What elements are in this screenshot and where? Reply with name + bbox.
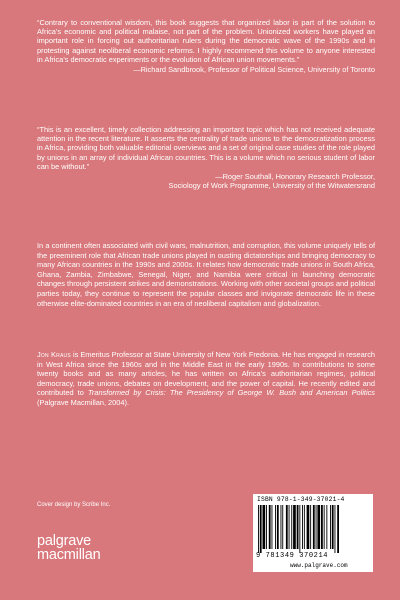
barcode-bar [293,505,296,549]
barcode-bar [335,505,336,553]
quote-text: “This is an excellent, timely collection addressing an important topic which has not received adequate attention in the recent literature. It asserts the centrality of trade unions to the democratization process in Africa, providing both valuable editorial overviews and a set of original case studies of the role played by unions in an array of individual African countries. This is a volume which no serious student of labor can be without.” [37,125,375,171]
barcode-bar [304,505,305,549]
isbn-label: ISBN 978-1-349-37021-4 [257,496,345,503]
barcode-bar [310,505,311,549]
quote-attribution [37,172,375,190]
barcode-bar [258,505,259,553]
barcode-bar [266,505,267,549]
barcode-bar [321,505,323,549]
bio-book-title: Transformed by Crisis: The Presidency of George W. Bush and American Politics [87,388,375,398]
barcode-digits [256,552,328,560]
barcode-bar [299,505,300,553]
barcode-bar [326,505,327,549]
barcode-bar [337,505,339,553]
review-quote-sandbrook [37,18,375,74]
attribution-line: —Roger Southall, Honorary Research Professor, [215,172,375,182]
publisher-logo-line1: palgrave [37,533,92,549]
barcode-bar [277,505,279,549]
barcode-bar [275,505,276,549]
attribution-line: Sociology of Work Programme, University of the Witwatersrand [168,181,375,191]
barcode-bar [313,505,315,549]
barcode-bar [263,505,266,549]
barcode-bar [317,505,320,549]
publisher-url: www.palgrave.com [290,562,348,569]
description-text: In a continent often associated with civil wars, malnutrition, and corruption, this volume uniquely tells of the preeminent role that African trade unions played in ousting dictatorships and bringing democracy to many African countries in the 1990s and 2000s. It relates how democratic trade unions in South Africa, Ghana, Zambia, Zimbabwe, Senegal, Niger, and Namibia were critical in launching democratic changes through persistent strikes and demonstrations. Working with other societal groups and political parties today, they continue to represent the popular classes and invigorate democratic life in these otherwise elite-dominated countries in an era of neoliberal capitalism and globalization. [37,241,375,308]
publisher-logo [37,534,100,562]
author-bio-text [37,350,375,408]
barcode-bar [282,505,283,549]
barcode-bar [269,505,271,549]
barcode-bar [297,505,299,549]
barcode-bar [272,505,273,549]
quote-text: “Contrary to conventional wisdom, this book suggests that organized labor is part of the solution to Africa’s economic and political malaise, not part of the problem. Unionized workers have played an important role in forcing out authoritarian rulers during the democratic wave of the 1990s and in protesting against neoliberal economic reforms. I highly recommend this volume to anyone interested in Africa’s democratic experiments or the evolution of African union movements.” [37,18,375,64]
quote-attribution: —Richard Sandbrook, Professor of Political Science, University of Toronto [133,65,375,75]
barcode-digits-left: 781349 [265,552,295,560]
cover-design-credit: Cover design by Scribe Inc. [37,502,111,508]
barcode-bars [258,505,368,553]
barcode-bar [286,505,288,549]
barcode-bar [291,505,292,549]
barcode-bar [302,505,303,549]
author-name: Jon Kraus [37,350,71,359]
publisher-logo-line2: macmillan [37,547,101,563]
barcode-bar [332,505,334,549]
bio-text-end: (Palgrave Macmillan, 2004). [37,397,130,407]
barcode-digits-lead: 9 [256,552,261,560]
review-quote-southall [37,125,375,190]
barcode-bar [324,505,325,549]
bio-text: is Emeritus Professor at State University of New York Fredonia. He has engaged in research in West Africa since the 1960s and in the Middle East in the early 1990s. In contributions to some twenty books and as many articles, he has written on Africa’s authoritarian regimes, political democracy, trade unions, debates on development, and the power of capital. He recently edited and contributed to [37,350,376,398]
author-bio [37,350,375,408]
barcode-bar [260,505,262,553]
barcode-digits-right: 370214 [299,552,329,560]
barcode-bar [316,505,317,549]
barcode-bar [289,505,290,549]
barcode-bar [330,505,331,549]
isbn-barcode [253,494,373,572]
book-description [37,241,375,308]
barcode-bar [307,505,310,549]
barcode-bar [281,505,282,549]
